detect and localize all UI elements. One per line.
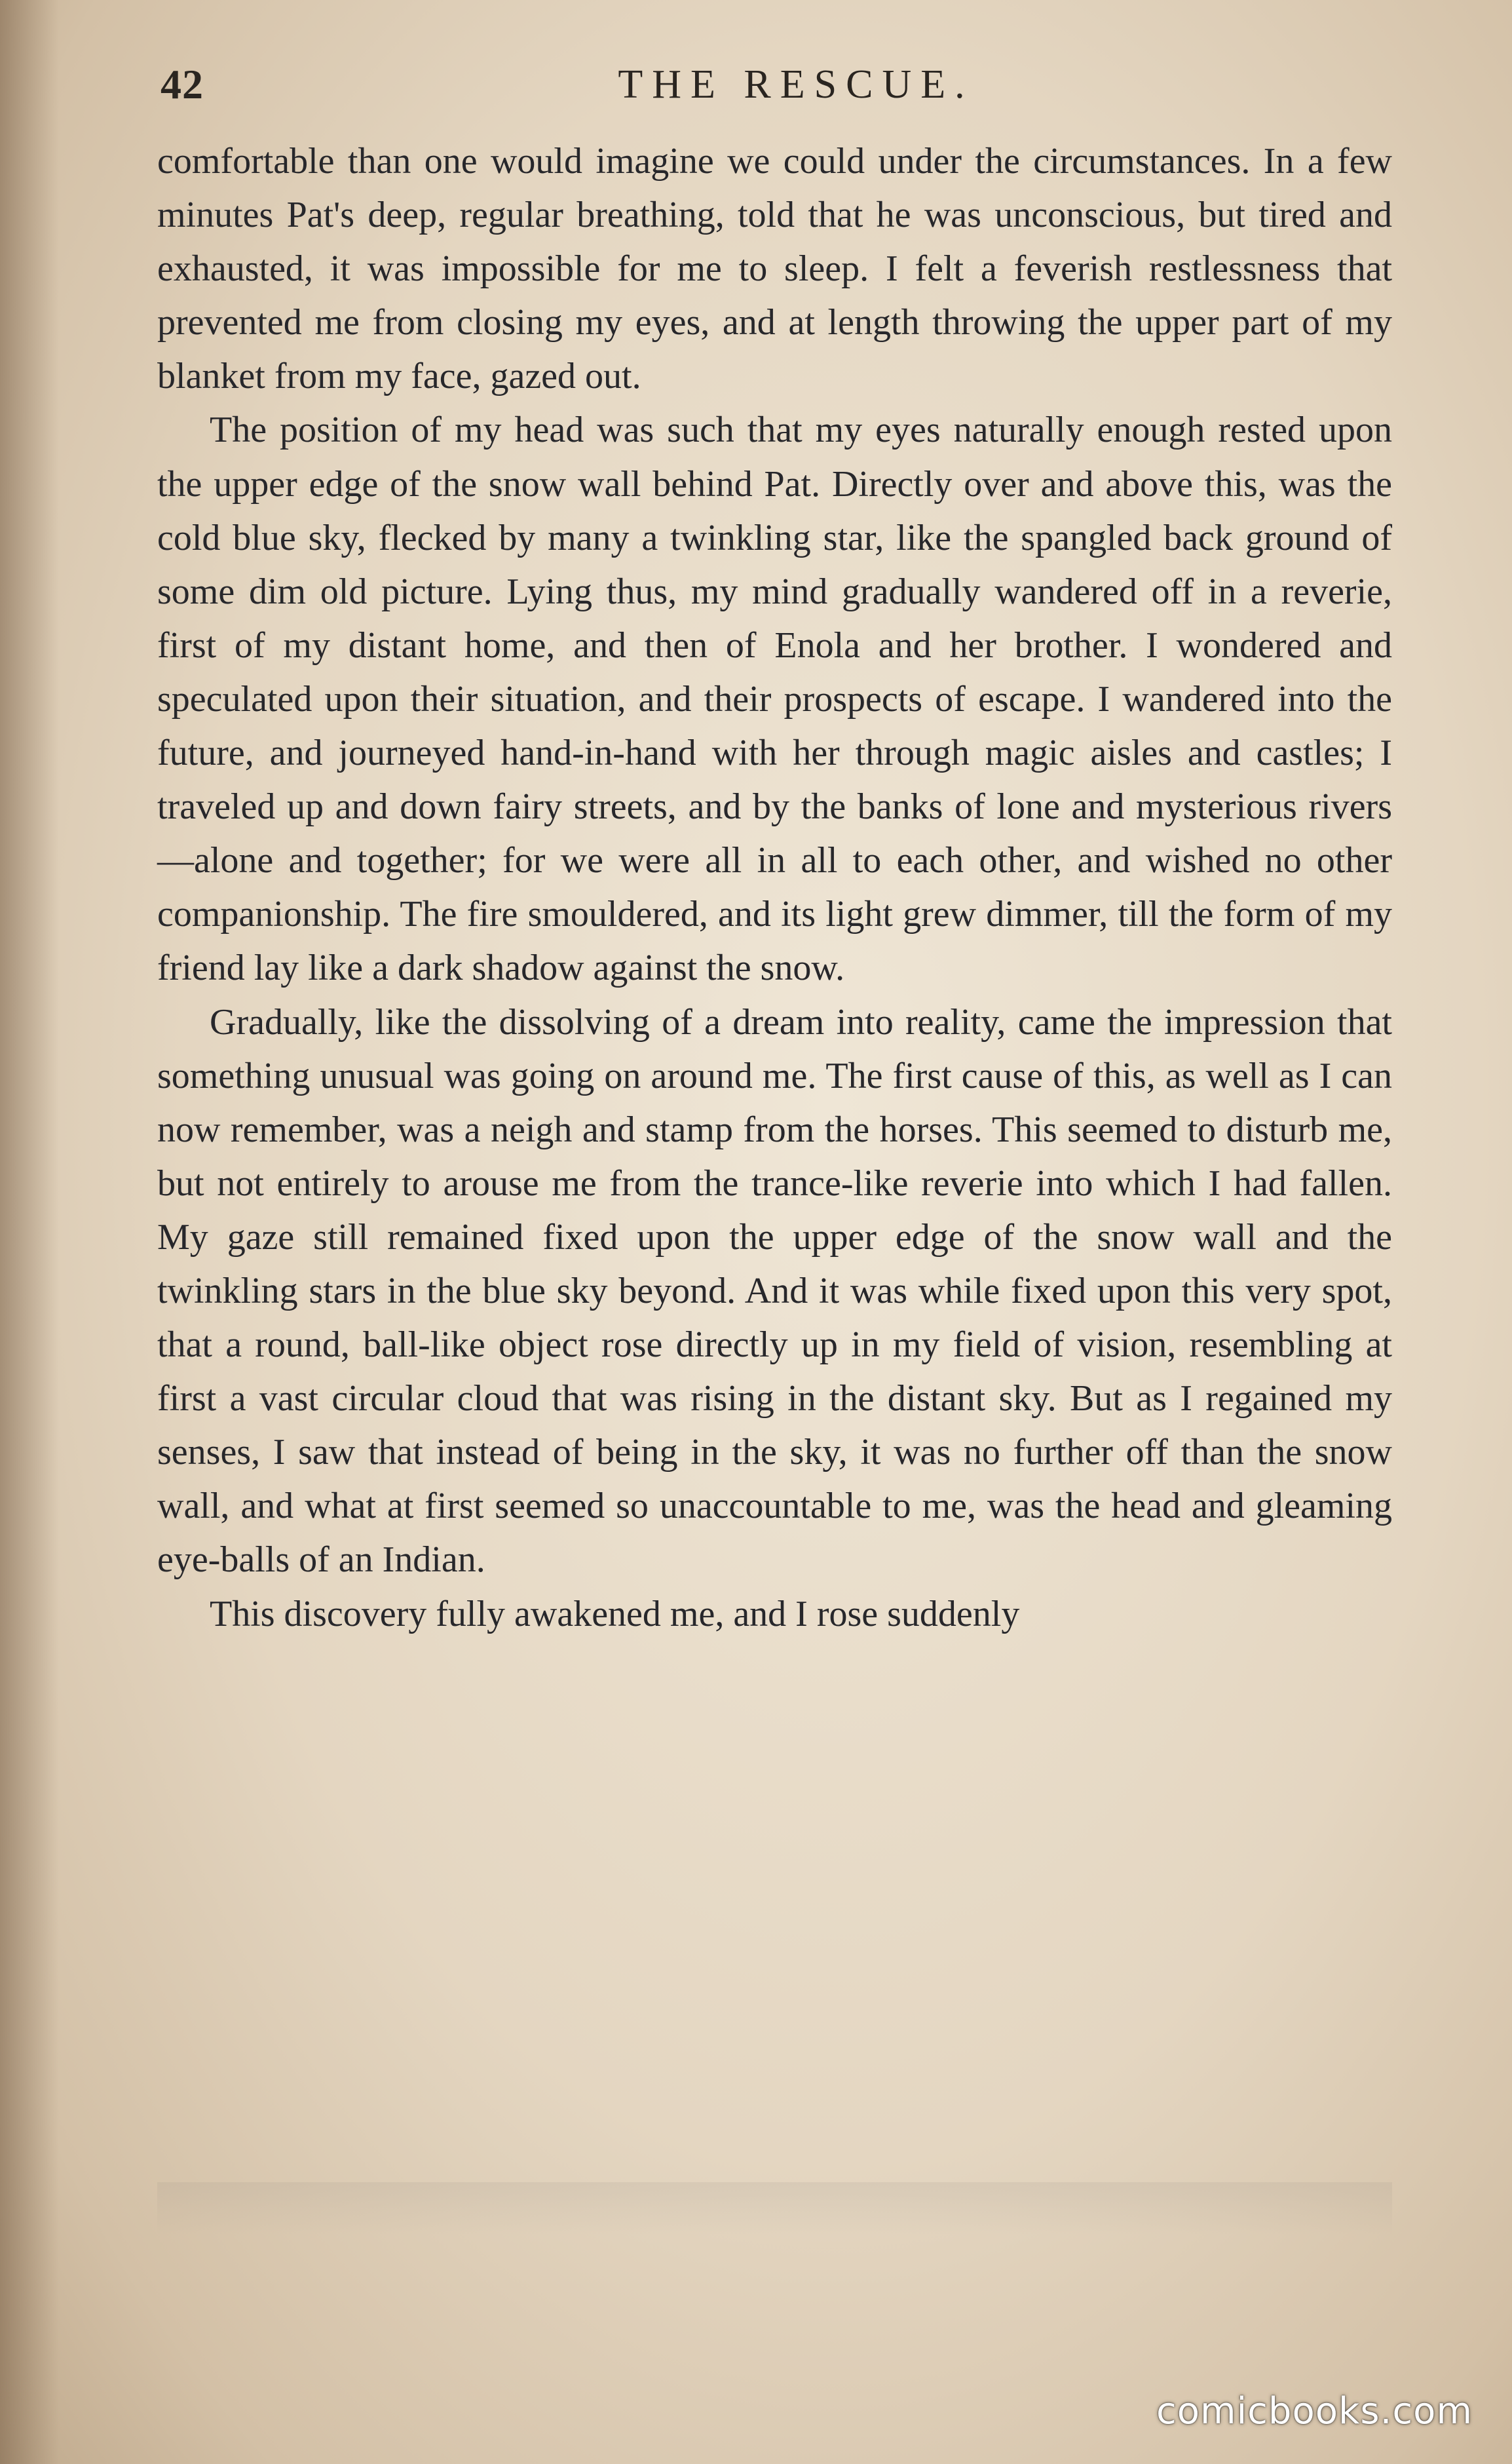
paragraph: This discovery fully awakened me, and I rose suddenly: [210, 1593, 1020, 1634]
site-watermark: comicbooks.com: [1156, 2390, 1473, 2433]
paragraph: The position of my head was such that my eyes naturally enough rested upon the upper edge of the snow wall behind Pat. Directly over and above this, was the cold blue sky, flecked by many a twinkling star, like the spangled back ground of some dim old picture. Lying thus, my mind gradually wandered off in a reverie, first of my distant home, and then of Enola and her brother. I wondered and speculated upon their situation, and their prospects of escape. I wandered into the future, and journeyed hand-in-hand with her through magic aisles and castles; I traveled up and down fairy streets, and by the banks of lone and mysterious rivers—alone and together; for we were all in all to each other, and wished no other companionship. The fire smouldered, and its light grew dimmer, till the form of my friend lay like a dark shadow against the snow.: [157, 410, 1392, 989]
page-header: [161, 60, 1392, 113]
running-title: THE RESCUE.: [618, 62, 974, 107]
body-text: [157, 134, 1392, 1641]
page-number: 42: [161, 61, 204, 107]
paragraph: comfortable than one would imagine we could under the circumstances. In a few minutes Pat's deep, regular breathing, told that he was unconscious, but tired and exhausted, it was impossible for me to sleep. I felt a feverish restlessness that prevented me from closing my eyes, and at length throwing the upper part of my blanket from my face, gazed out.: [157, 141, 1392, 397]
paragraph: Gradually, like the dissolving of a dream into reality, came the impression that something unusual was going on around me. The first cause of this, as well as I can now remember, was a neigh and stamp from the horses. This seemed to disturb me, but not entirely to arouse me from the trance-like reverie into which I had fallen. My gaze still remained fixed upon the upper edge of the snow wall and the twinkling stars in the blue sky beyond. And it was while fixed upon this very spot, that a round, ball-like object rose directly up in my field of vision, resembling at first a vast circular cloud that was rising in the distant sky. But as I regained my senses, I saw that instead of being in the sky, it was no further off than the snow wall, and what at first seemed so unaccountable to me, was the head and gleaming eye-balls of an Indian.: [157, 1001, 1392, 1581]
show-through-bleed: [157, 2182, 1392, 2235]
